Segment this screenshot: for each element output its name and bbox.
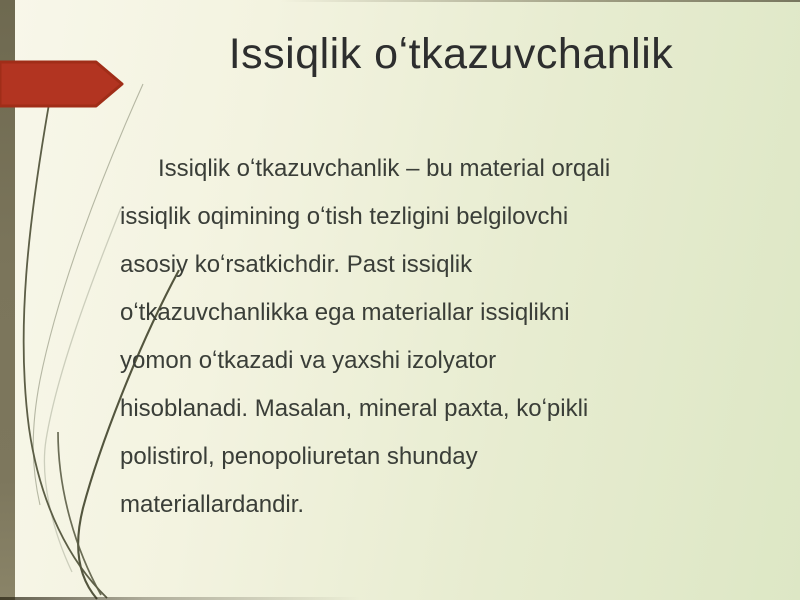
slide-top-edge-shadow: [0, 0, 800, 2]
red-arrow-shape: [0, 59, 130, 109]
body-line: materiallardandir.: [120, 491, 305, 518]
body-line: issiqlik oqimining oʻtish tezligini belgilovchi: [120, 203, 569, 230]
slide-body: [120, 145, 710, 529]
body-line: hisoblanadi. Masalan, mineral paxta, koʻpikli: [120, 395, 589, 422]
body-line: yomon oʻtkazadi va yaxshi izolyator: [120, 347, 497, 374]
body-line: polistirol, penopoliuretan shunday: [120, 443, 478, 470]
slide-title: Issiqlik oʻtkazuvchanlik: [228, 30, 674, 78]
body-line: asosiy koʻrsatkichdir. Past issiqlik: [120, 251, 473, 278]
body-line: Issiqlik oʻtkazuvchanlik – bu material orqali: [158, 155, 611, 182]
body-line: oʻtkazuvchanlikka ega materiallar issiqlikni: [120, 299, 570, 326]
